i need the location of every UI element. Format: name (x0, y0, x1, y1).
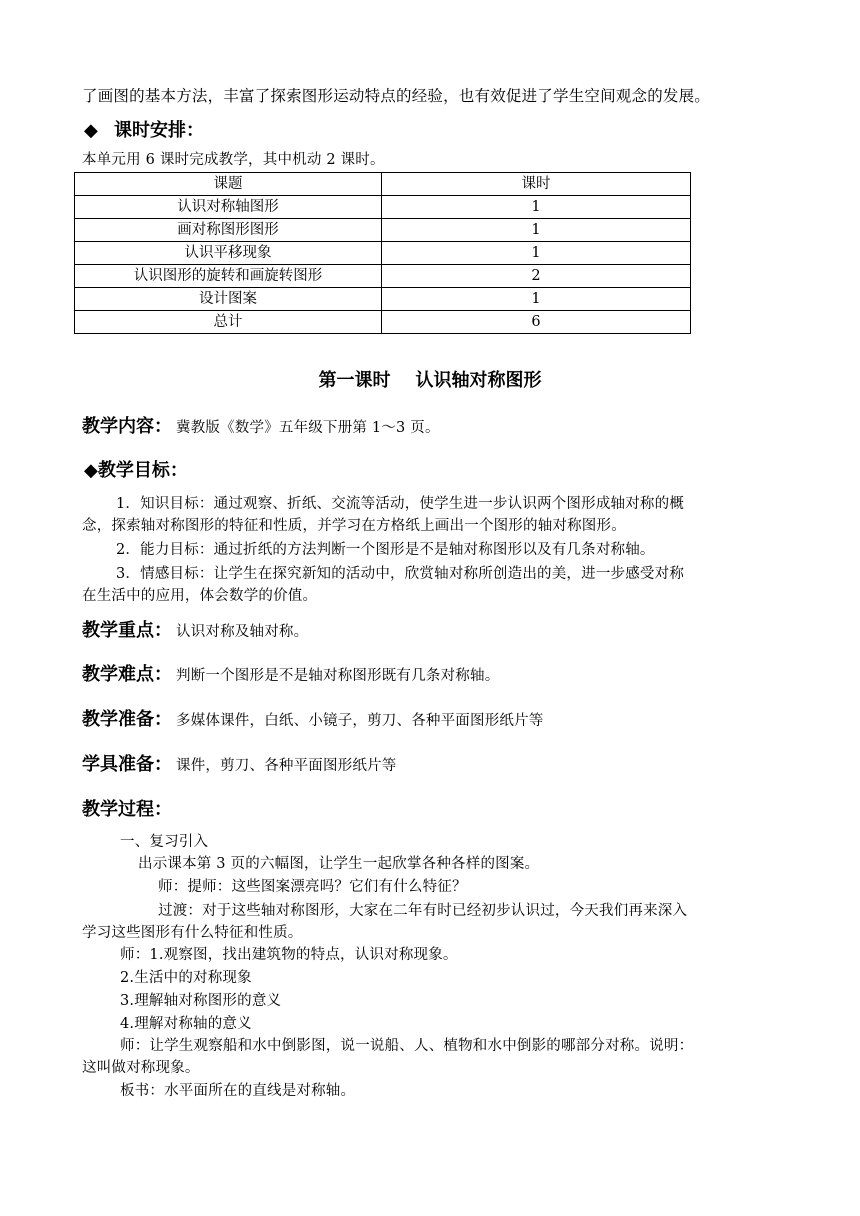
objective-1-line-1: 1．知识目标：通过观察、折纸、交流等活动，使学生进一步认识两个图形成轴对称的概 (116, 496, 685, 512)
table-row (75, 288, 691, 311)
difficulties-label: 教学难点： (82, 664, 172, 685)
teaching-objectives-label: ◆教学目标： (84, 460, 188, 481)
teacher-prep-text: 多媒体课件，白纸、小镜子，剪刀、各种平面图形纸片等 (176, 713, 544, 729)
objective-3-line-2: 在生活中的应用，体会数学的价值。 (82, 588, 318, 604)
table-cell-topic: 认识图形的旋转和画旋转图形 (75, 265, 382, 288)
student-prep-section (82, 752, 397, 778)
table-row-total (75, 311, 691, 334)
process-line: 板书：水平面所在的直线是对称轴。 (120, 1083, 356, 1099)
student-prep-label: 学具准备： (82, 754, 172, 775)
objective-3-line-1: 3．情感目标：让学生在探究新知的活动中，欣赏轴对称所创造出的美，进一步感受对称 (116, 566, 685, 582)
table-header-row (75, 173, 691, 196)
lesson-title: 第一课时 认识轴对称图形 (318, 370, 542, 391)
difficulties-text: 判断一个图形是不是轴对称图形既有几条对称轴。 (176, 668, 500, 684)
schedule-heading (84, 118, 204, 144)
table-row (75, 219, 691, 242)
table-cell-periods: 1 (382, 219, 691, 242)
process-section-1-heading: 一、复习引入 (120, 834, 209, 850)
process-line: 过渡：对于这些轴对称图形，大家在二年有时已经初步认识过，今天我们再来深入 (158, 903, 688, 919)
process-line: 这叫做对称现象。 (82, 1060, 200, 1076)
table-header-periods: 课时 (382, 173, 691, 196)
schedule-summary: 本单元用 6 课时完成教学，其中机动 2 课时。 (82, 152, 385, 168)
table-cell-periods: 1 (382, 288, 691, 311)
table-cell-topic: 画对称图形图形 (75, 219, 382, 242)
process-line: 出示课本第 3 页的六幅图，让学生一起欣掌各种各样的图案。 (138, 856, 540, 872)
teaching-process-label: 教学过程： (82, 799, 172, 820)
table-row (75, 242, 691, 265)
student-prep-text: 课件，剪刀、各种平面图形纸片等 (176, 758, 397, 774)
schedule-heading-text: 课时安排： (114, 120, 204, 141)
table-cell-periods: 1 (382, 196, 691, 219)
table-cell-periods: 1 (382, 242, 691, 265)
table-cell-topic: 认识对称轴图形 (75, 196, 382, 219)
key-points-label: 教学重点： (82, 620, 172, 641)
teaching-content-section (82, 414, 440, 440)
diamond-bullet-icon: ◆ (84, 120, 98, 141)
objective-1-line-2: 念，探索轴对称图形的特征和性质，并学习在方格纸上画出一个图形的轴对称图形。 (82, 518, 626, 534)
table-cell-topic: 设计图案 (75, 288, 382, 311)
process-line: 学习这些图形有什么特征和性质。 (82, 925, 303, 941)
schedule-table (74, 172, 691, 334)
table-row (75, 196, 691, 219)
process-line: 师：提师：这些图案漂亮吗？它们有什么特征？ (158, 879, 467, 895)
table-header-topic: 课题 (75, 173, 382, 196)
teacher-prep-label: 教学准备： (82, 709, 172, 730)
process-line: 3.理解轴对称图形的意义 (120, 993, 282, 1009)
table-cell-topic: 总计 (75, 311, 382, 334)
process-line: 师：1.观察图，找出建筑物的特点，认识对称现象。 (120, 947, 458, 963)
teacher-prep-section (82, 707, 544, 733)
table-row (75, 265, 691, 288)
teaching-content-label: 教学内容： (82, 416, 172, 437)
objective-2: 2．能力目标：通过折纸的方法判断一个图形是不是轴对称图形以及有几条对称轴。 (116, 542, 655, 558)
intro-continuation-text: 了画图的基本方法，丰富了探索图形运动特点的经验，也有效促进了学生空间观念的发展。 (82, 87, 711, 105)
process-line: 2.生活中的对称现象 (120, 970, 252, 986)
table-cell-topic: 认识平移现象 (75, 242, 382, 265)
difficulties-section (82, 662, 499, 688)
teaching-content-text: 冀教版《数学》五年级下册第 1～3 页。 (176, 420, 440, 436)
key-points-section (82, 618, 308, 644)
process-line: 师：让学生观察船和水中倒影图，说一说船、人、植物和水中倒影的哪部分对称。说明： (120, 1038, 694, 1054)
process-line: 4.理解对称轴的意义 (120, 1016, 252, 1032)
table-cell-periods: 6 (382, 311, 691, 334)
key-points-text: 认识对称及轴对称。 (176, 624, 309, 640)
table-cell-periods: 2 (382, 265, 691, 288)
